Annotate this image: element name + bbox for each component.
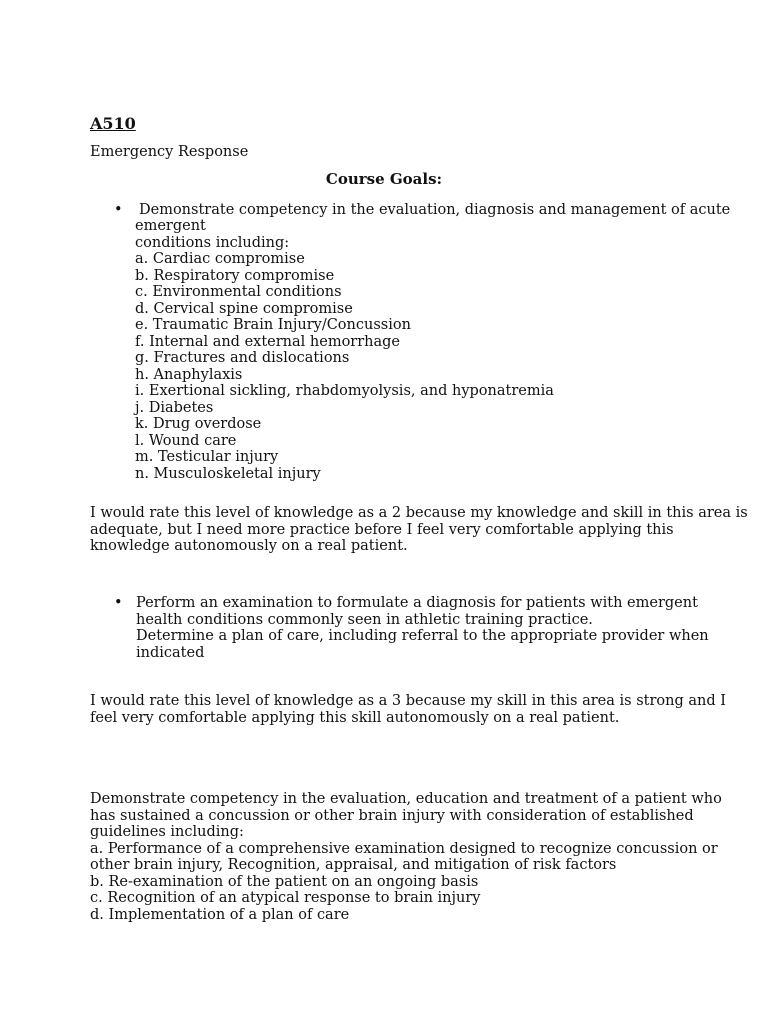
reflection-line: feel very comfortable applying this skill autonomously on a real patient. — [90, 709, 620, 726]
goal2-line: health conditions commonly seen in athletic training practice. — [136, 611, 593, 628]
course-name: Emergency Response — [90, 144, 249, 160]
goal1-reflection — [90, 505, 748, 555]
goal1-list-item: h. Anaphylaxis — [135, 366, 243, 383]
goal3-line: other brain injury, Recognition, appraisal, and mitigation of risk factors — [90, 857, 617, 873]
goal1-list-item: d. Cervical spine compromise — [135, 300, 353, 317]
goal1-intro-line: conditions including: — [135, 234, 290, 251]
goal1-list-item: n. Musculoskeletal injury — [135, 465, 321, 482]
goal1-list-item: b. Respiratory compromise — [135, 267, 335, 284]
goal1-list-item: k. Drug overdose — [135, 416, 262, 432]
goal2-bullet: • — [114, 595, 123, 611]
goal2-line: Determine a plan of care, including referral to the appropriate provider when — [136, 628, 709, 644]
goal3-line: b. Re-examination of the patient on an ongoing basis — [90, 873, 479, 890]
goal1-list-item: g. Fractures and dislocations — [135, 350, 350, 366]
reflection-line: I would rate this level of knowledge as a 2 because my knowledge and skill in this area is — [90, 505, 748, 521]
goal3-line: d. Implementation of a plan of care — [90, 906, 350, 923]
goal2-line: indicated — [136, 644, 205, 661]
goal3-line: c. Recognition of an atypical response to brain injury — [90, 890, 481, 906]
goal1-body — [135, 218, 554, 482]
goal3-line: a. Performance of a comprehensive examination designed to recognize concussion or — [90, 840, 718, 857]
goal1-list-item: i. Exertional sickling, rhabdomyolysis, and hyponatremia — [135, 383, 554, 399]
goal2-reflection — [90, 693, 726, 726]
goal3-line: has sustained a concussion or other brain injury with consideration of established — [90, 807, 694, 824]
goal1-list-item: a. Cardiac compromise — [135, 251, 305, 267]
reflection-line: adequate, but I need more practice before I feel very comfortable applying this — [90, 521, 674, 538]
goal1-list-item: l. Wound care — [135, 432, 237, 449]
reflection-line: I would rate this level of knowledge as a 3 because my skill in this area is strong and I — [90, 693, 726, 709]
goal2-body — [136, 595, 709, 661]
goal1-list-item: j. Diabetes — [135, 399, 214, 416]
goal1-bullet: • — [114, 202, 123, 218]
goal3-line: guidelines including: — [90, 824, 244, 840]
goal1-intro-line: emergent — [135, 218, 206, 234]
goal1-intro-line: Demonstrate competency in the evaluation, diagnosis and management of acute — [139, 202, 731, 218]
goal1-list-item: m. Testicular injury — [135, 449, 279, 465]
course-code-heading: A510 — [90, 114, 136, 133]
goal3-body — [90, 791, 722, 923]
goal3-line: Demonstrate competency in the evaluation, education and treatment of a patient who — [90, 791, 722, 807]
goal1-list-item: e. Traumatic Brain Injury/Concussion — [135, 317, 411, 333]
reflection-line: knowledge autonomously on a real patient. — [90, 538, 408, 554]
goal2-line: Perform an examination to formulate a diagnosis for patients with emergent — [136, 595, 698, 611]
course-goals-heading: Course Goals: — [325, 170, 443, 188]
goal1-list-item: c. Environmental conditions — [135, 284, 342, 300]
goal1-list-item: f. Internal and external hemorrhage — [135, 333, 401, 350]
